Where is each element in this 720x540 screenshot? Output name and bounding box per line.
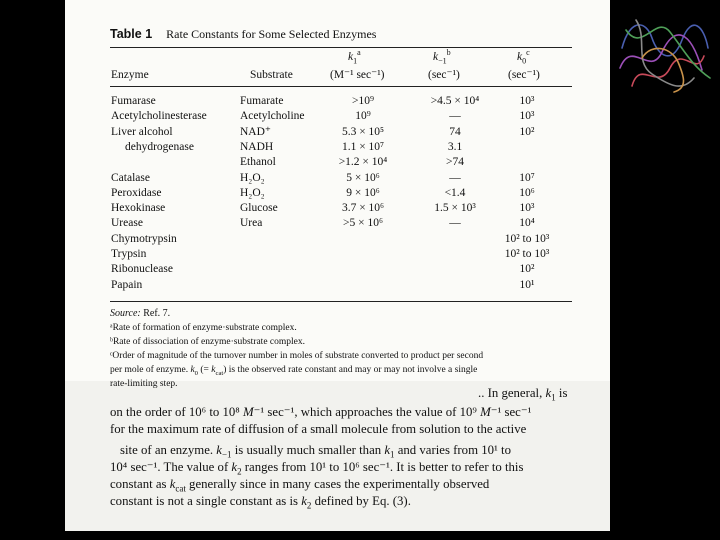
table-cell-k0: 10³ (519, 95, 535, 107)
table-cell-km1: 74 (449, 125, 461, 138)
table-cell-km1: >74 (446, 156, 464, 169)
table-cell-substrate: H₂O₂ (240, 171, 265, 184)
table-cell-enzyme: Ribonuclease (111, 263, 173, 276)
footnote-a: ᵃRate of formation of enzyme·substrate complex. (110, 323, 297, 333)
table-cell-substrate: Glucose (240, 202, 278, 215)
table-label: Table 1 (110, 27, 153, 41)
paragraph-line-6: constant as $k_{cat}$ generally since in many cases the experimentally observed (110, 477, 490, 494)
table-cell-enzyme: Liver alcohol (111, 125, 173, 138)
header-k0: $k_0^c$ (517, 48, 530, 66)
header-enzyme: Enzyme (111, 69, 149, 81)
header-k0-units: (sec⁻¹) (508, 69, 540, 81)
source-note: Source: Ref. 7. (110, 308, 171, 319)
paragraph-line-4: site of an enzyme. $k_{-1}$ is usually much smaller than $k_1$ and varies from 10¹ to (120, 443, 512, 460)
footnote-c-line1: ᶜOrder of magnitude of the turnover number in moles of substrate converted to product per second (110, 351, 484, 361)
paragraph-line-5: 10⁴ sec⁻¹. The value of $k_2$ ranges from 10¹ to 10⁶ sec⁻¹. It is better to refer to this (110, 460, 524, 477)
table-cell-substrate: Ethanol (240, 156, 276, 169)
table-cell-enzyme: Papain (111, 278, 143, 291)
table-cell-substrate: NADH (240, 140, 274, 153)
table-cell-k0: 10² to 10³ (504, 232, 550, 245)
table-cell-k1: 1.1 × 10⁷ (341, 140, 385, 153)
table-cell-enzyme: Urease (111, 217, 143, 230)
protein-ribbon-purple (620, 35, 702, 70)
table-cell-k0: 10¹ (519, 278, 535, 291)
table-cell-k0: 10² (519, 125, 535, 138)
table-cell-enzyme: Catalase (111, 171, 150, 184)
table-cell-k0: 10⁶ (519, 186, 535, 199)
table-cell-k0: 10³ (519, 202, 535, 215)
table-top-rule (110, 47, 572, 48)
table-cell-enzyme: Peroxidase (111, 186, 162, 199)
table-cell-km1: 3.1 (447, 140, 463, 153)
footnote-c-line2: per mole of enzyme. $k_0$ (= $k_{cat}$) is the observed rate constant and may or may not involve a single (110, 365, 478, 377)
table-cell-enzyme: dehydrogenase (125, 140, 194, 153)
table-cell-substrate: H₂O₂ (240, 186, 265, 199)
table-cell-enzyme: Trypsin (111, 248, 147, 260)
table-cell-k0: 10³ (519, 110, 535, 123)
protein-structure-image (612, 8, 716, 98)
table-title (110, 27, 376, 42)
paragraph-line-1: .. In general, $k_1$ is (478, 386, 568, 403)
paragraph-line-7: constant is not a single constant as is $k_2$ defined by Eq. (3). (110, 494, 411, 511)
table-cell-km1: — (449, 171, 461, 184)
table-cell-k1: 5 × 10⁶ (346, 171, 380, 184)
header-substrate: Substrate (250, 69, 293, 81)
header-k-minus1: $k_{-1}^b$ (433, 48, 451, 66)
table-cell-k0: 10² to 10³ (504, 248, 550, 260)
table-cell-km1: 1.5 × 10³ (434, 202, 476, 215)
table-cell-k1: >1.2 × 10⁴ (338, 156, 388, 169)
table-cell-k1: 3.7 × 10⁶ (341, 202, 385, 215)
table-cell-substrate: Fumarate (240, 95, 284, 107)
table-cell-substrate: Acetylcholine (240, 110, 305, 123)
table-cell-substrate: Urea (240, 217, 263, 230)
table-header-rule (110, 86, 572, 87)
table-caption: Rate Constants for Some Selected Enzymes (166, 27, 377, 41)
footnote-b: ᵇRate of dissociation of enzyme·substrate complex. (110, 337, 305, 347)
footnote-c-line3: rate-limiting step. (110, 379, 178, 389)
header-k1: $k_1^a$ (348, 48, 361, 66)
table-cell-k1: 10⁹ (355, 110, 371, 123)
table-cell-enzyme: Chymotrypsin (111, 232, 177, 245)
header-k-minus1-units: (sec⁻¹) (428, 69, 460, 81)
table-cell-km1: >4.5 × 10⁴ (430, 95, 480, 107)
paragraph-line-2: on the order of 10⁶ to 10⁸ M⁻¹ sec⁻¹, which approaches the value of 10⁹ M⁻¹ sec⁻¹ (110, 405, 532, 419)
table-cell-k1: >10⁹ (352, 95, 374, 107)
paragraph-line-3: for the maximum rate of diffusion of a small molecule from solution to the active (110, 422, 527, 436)
table-cell-enzyme: Fumarase (111, 95, 156, 107)
table-cell-k0: 10⁷ (519, 171, 535, 184)
table-cell-k1: 9 × 10⁶ (346, 186, 380, 199)
table-cell-enzyme: Hexokinase (111, 202, 166, 215)
table-cell-enzyme: Acetylcholinesterase (111, 110, 207, 123)
table-bottom-rule (110, 301, 572, 302)
table-cell-substrate: NAD⁺ (240, 125, 271, 138)
table-cell-km1: <1.4 (444, 186, 466, 199)
table-cell-k0: 10² (519, 263, 535, 276)
table-cell-k1: 5.3 × 10⁵ (341, 125, 385, 138)
table-cell-k0: 10⁴ (519, 217, 535, 230)
table-cell-k1: >5 × 10⁶ (343, 217, 383, 230)
table-cell-km1: — (449, 217, 461, 230)
header-k1-units: (M⁻¹ sec⁻¹) (330, 69, 385, 81)
table-cell-km1: — (449, 110, 461, 123)
